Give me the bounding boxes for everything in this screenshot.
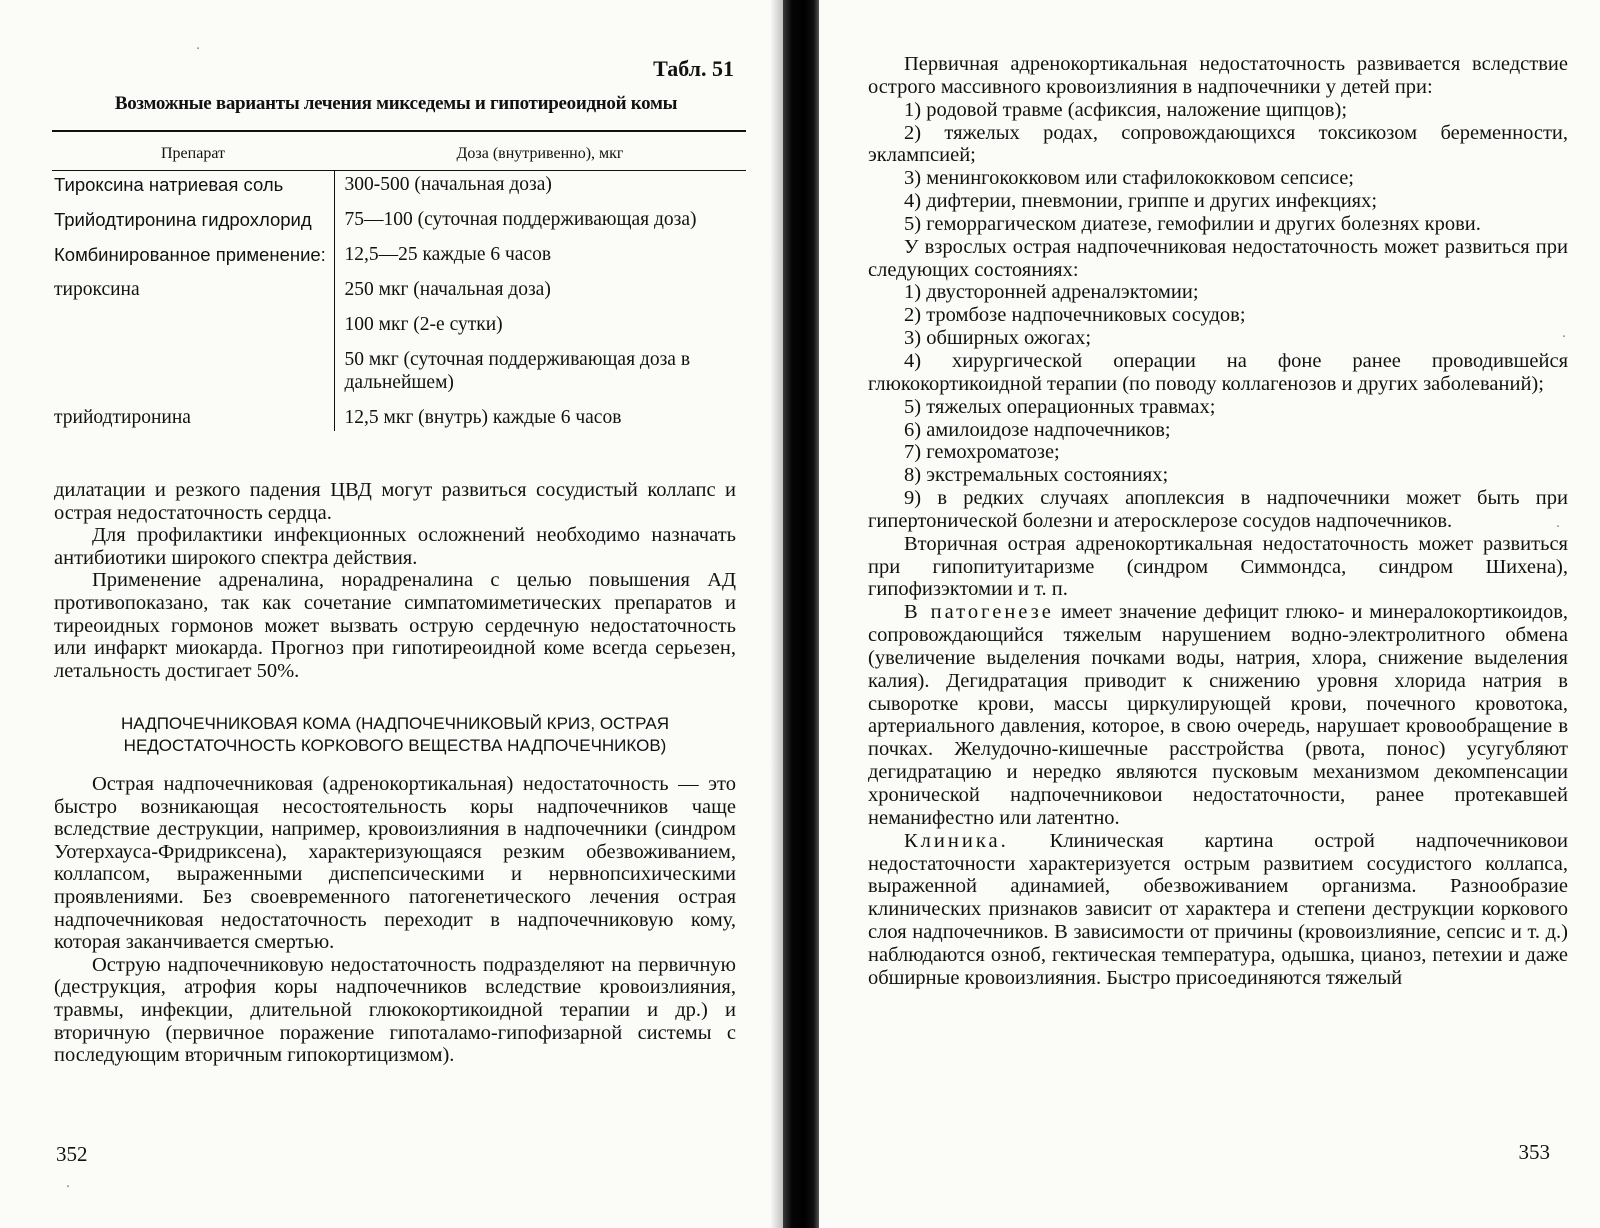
scan-speck: · [1562,330,1567,345]
clinic-text: Клиническая картина острой надпочечниковои недостаточности характеризуется острым развитием сосудистого коллапса, выраженной адинамией, обезвоживанием организма. Разнообразие клинических признаков зависит от характера и степени деструкции коркового слоя надпочечников. В зависимости от причины (кровоизлияние, сепсис и т. д.) наблюдаются озноб, гектическая температура, одышка, цианоз, петехии и даже обширные кровоизлияния. Быстро присоединяются тяжелый [868,829,1568,989]
list-item: 7) гемохроматозе; [904,441,1060,464]
list-item: 4) хирургической операции на фоне ранее проводившейся глюкокортикоидной терапии (по поводу коллагенозов и других заболеваний); [868,349,1568,395]
table-row [52,396,746,431]
table-row [52,268,746,303]
table-cell-dose: 50 мкг (суточная поддерживающая доза в дальнейшем) [344,349,691,393]
pathogenesis-text: имеет значение дефицит глюко- и минералокортикоидов, сопровождающийся тяжелым нарушением водно-электролитного обмена (увеличение выделения почками воды, натрия, хлора, снижение выделения калия). Дегидратация приводит к снижению уровня хлорида натрия в сыворотке крови, массы циркулирующей крови, почечного кровотока, артериального давления, которое, в свою очередь, нарушает кровообращение в почках. Желудочно-кишечные расстройства (рвота, понос) усугубляют дегидратацию и нередко являются пусковым механизмом декомпенсации хронической надпочечниковои недостаточности, ранее протекавшей неманифестно или латентно. [868,601,1568,829]
paragraph: Острая надпочечниковая (адренокортикальная) недостаточность — это быстро возникающая несостоятельность коры надпочечников чаще вследствие деструкции, например, кровоизлияния в надпочечники (синдром Уотерхауса-Фридриксена), характеризующаяся резким обезвоживанием, коллапсом, выраженными диспепсическими и нервнопсихическими проявлениями. Без своевременного патогенетического лечения острая надпочечниковая недостаточность переходит в надпочечниковую кому, которая заканчивается смертью. [54,773,736,954]
paragraph: Первичная адренокортикальная недостаточность развивается вследствие острого массивного кровоизлияния в надпочечники у детей при: [868,53,1568,98]
table-cell-drug [52,303,334,338]
table-cell-dose: 12,5—25 каждые 6 часов [344,244,552,265]
table-cell-drug: трийодтиронина [52,396,334,431]
list-item: 5) тяжелых операционных травмах; [904,395,1216,418]
paragraph: У взрослых острая надпочечниковая недостаточность может развиться при следующих состояниях: [868,235,1568,281]
book-gutter [783,0,819,1228]
pathogenesis-label: В патогенезе [904,601,1054,624]
paragraph: Применение адреналина, норадреналина с целью повышения АД противопоказано, так как сочетание симпатомиметических препаратов и тиреоидных гормонов может вызвать острую сердечную недостаточность или инфаркт миокарда. Прогноз при гипотиреоидной коме всегда серьезен, летальность достигает 50%. [54,569,736,682]
paragraph: Для профилактики инфекционных осложнений необходимо назначать антибиотики широкого спектра действия. [54,524,736,569]
scan-speck: · [1556,520,1561,535]
table-cell-drug: Тироксина натриевая соль [52,171,334,199]
table-row [52,233,746,268]
clinic-label: Клиника. [904,829,1009,852]
table-cell-dose: 100 мкг (2-е сутки) [344,314,503,335]
table-header-row [52,131,746,171]
table-row [52,338,746,396]
list-item: 9) в редких случаях апоплексия в надпочечники может быть при гипертонической болезни и атеросклерозе сосудов надпочечников. [868,487,1568,532]
table-cell-drug: Комбинированное применение: [52,233,334,268]
page-number-left: 352 [56,1142,88,1166]
table-cell-dose: 75—100 (суточная поддерживающая доза) [344,209,697,230]
table-header-dose: Доза (внутривенно), мкг [334,131,746,171]
list-item: 5) геморрагическом диатезе, гемофилии и других болезнях крови. [904,212,1481,235]
table-cell-drug: Трийодтиронина гидрохлорид [52,198,334,233]
table-header-drug: Препарат [52,131,334,171]
left-page [0,0,770,1228]
page-number-right: 353 [1518,1140,1550,1164]
treatment-table [52,130,746,431]
paragraph: дилатации и резкого падения ЦВД могут развиться сосудистый коллапс и острая недостаточность сердца. [54,479,736,524]
left-text-top [54,479,736,682]
list-item: 3) обширных ожогах; [904,327,1092,350]
list-item: 8) экстремальных состояниях; [904,464,1169,487]
list-item: 1) двусторонней адреналэктомии; [904,281,1199,304]
gutter-shadow [770,0,784,1228]
section-heading: НАДПОЧЕЧНИКОВАЯ КОМА (НАДПОЧЕЧНИКОВЫЙ КРИЗ, ОСТРАЯ НЕДОСТАТОЧНОСТЬ КОРКОВОГО ВЕЩЕСТВА НАДПОЧЕЧНИКОВ) [121,714,669,755]
paragraph [868,830,1568,990]
table-cell-dose: 300-500 (начальная доза) [344,174,552,195]
list-item: 1) родовой травме (асфиксия, наложение щипцов); [904,98,1348,121]
list-item: 4) дифтерии, пневмонии, гриппе и других инфекциях; [904,190,1378,213]
table-number: Табл. 51 [653,56,734,81]
table-row [52,198,746,233]
scan-speck: · [66,1180,71,1195]
table-cell-drug: тироксина [52,268,334,303]
table-title: Возможные варианты лечения микседемы и гипотиреоидной комы [114,93,678,114]
list-item: 3) менингококковом или стафилококковом сепсисе; [904,167,1354,190]
right-text [868,53,1568,990]
paragraph: Острую надпочечниковую недостаточность подразделяют на первичную (деструкция, атрофия коры надпочечников вследствие кровоизлияния, травмы, инфекции, длительной глюкокортикоидной терапии и др.) и вторичную (первичное поражение гипоталамо-гипофизарной системы с последующим вторичным гипокортицизмом). [54,953,736,1067]
table-cell-dose: 250 мкг (начальная доза) [344,279,551,300]
table-row [52,171,746,199]
paragraph [868,601,1568,829]
table-cell-dose: 12,5 мкг (внутрь) каждые 6 часов [344,407,622,428]
left-text-bottom [54,773,736,1067]
list-item: 2) тяжелых родах, сопровождающихся токсикозом беременности, эклампсией; [868,121,1568,167]
right-page [820,0,1600,1228]
paragraph: Вторичная острая адренокортикальная недостаточность может развиться при гипопитуитаризме (синдром Симмондса, синдром Шихена), гипофизэктомии и т. п. [868,532,1568,601]
list-item: 6) амилоидозе надпочечников; [904,418,1171,441]
scan-speck: · [196,42,201,57]
table-cell-drug [52,338,334,396]
list-item: 2) тромбозе надпочечниковых сосудов; [904,304,1246,327]
table-row [52,303,746,338]
